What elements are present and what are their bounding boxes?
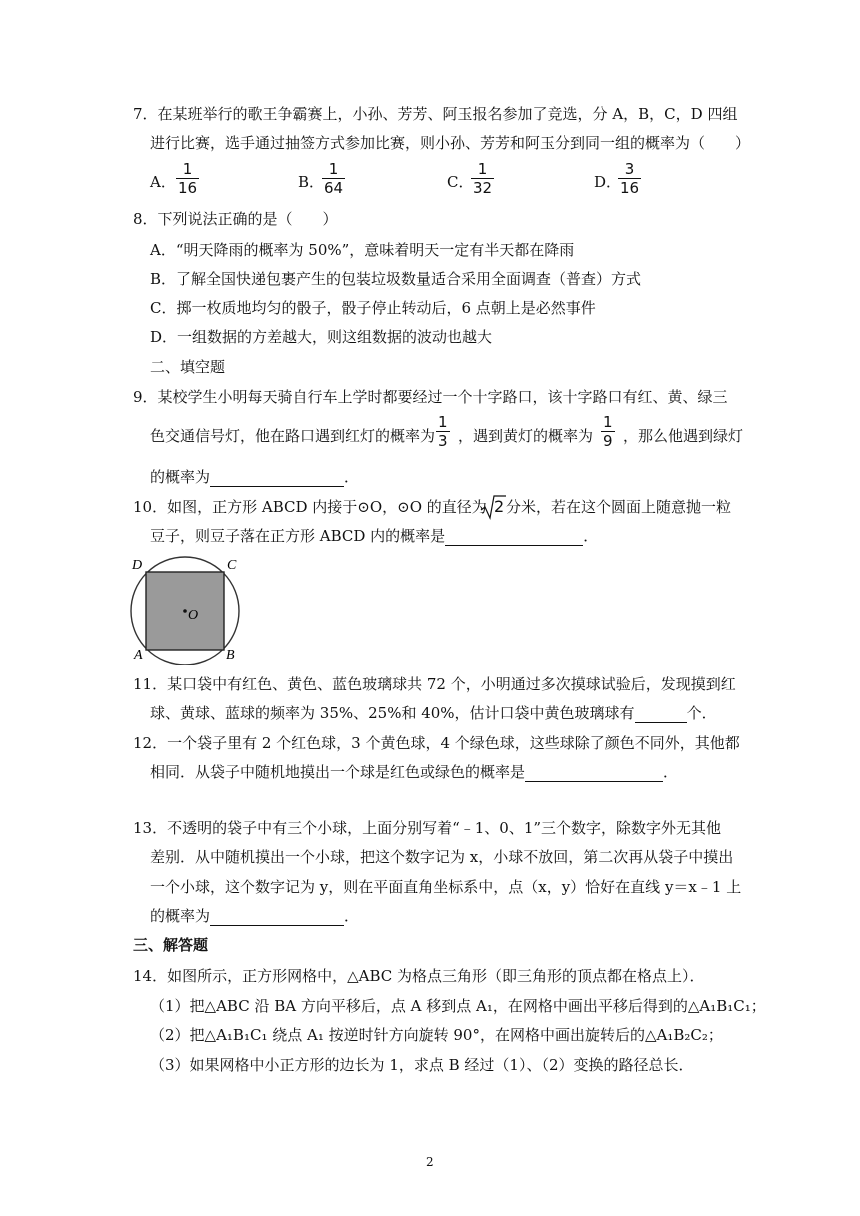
q10-line1-part1: 10．如图，正方形 ABCD 内接于⊙O，⊙O 的直径为 xyxy=(133,498,487,516)
q7-option-b-num: 1 xyxy=(328,160,339,178)
q10-line2 xyxy=(150,526,598,546)
q14-part-3: （3）如果网格中小正方形的边长为 1，求点 B 经过（1）、（2）变换的路径总长． xyxy=(150,1056,694,1074)
q9-line2-part3: ，那么他遇到绿灯 xyxy=(623,427,744,445)
q13-line3: 一个小球，这个数字记为 y，则在平面直角坐标系中，点（x，y）恰好在直线 y＝x﹣1 上 xyxy=(150,878,742,896)
q13-line4-text: 的概率为 xyxy=(150,907,211,925)
q14-part-2: （2）把△A₁B₁C₁ 绕点 A₁ 按逆时针方向旋转 90°，在网格中画出旋转后的△A₁B₂C₂； xyxy=(150,1026,723,1044)
q13-line1: 13．不透明的袋子中有三个小球，上面分别写着“﹣1、0、1”三个数字，除数字外无其他 xyxy=(133,819,722,837)
q7-option-c-label: C． xyxy=(447,173,474,191)
q11-line2 xyxy=(150,703,717,723)
q7-option-b-den: 64 xyxy=(324,179,344,197)
section-3-heading: 三、解答题 xyxy=(133,936,209,954)
q7-option-b-label: B． xyxy=(298,173,325,191)
q9-line2-part2: ，遇到黄灯的概率为 xyxy=(458,427,594,445)
q10-sqrt-radicand: 2 xyxy=(494,497,505,516)
q7-option-b-fraction xyxy=(322,161,345,196)
q8-option-c: C．掷一枚质地均匀的骰子，骰子停止转动后，6 点朝上是必然事件 xyxy=(150,299,596,317)
q10-line2-text: 豆子，则豆子落在正方形 ABCD 内的概率是 xyxy=(150,527,446,545)
page-number: 2 xyxy=(426,1155,434,1169)
section-2-heading: 二、填空题 xyxy=(150,358,226,376)
q9-line2-part1: 色交通信号灯，他在路口遇到红灯的概率为 xyxy=(150,427,436,445)
q9-yellow-den: 9 xyxy=(603,432,613,450)
q9-red-fraction xyxy=(436,414,450,449)
q9-line1: 9．某校学生小明每天骑自行车上学时都要经过一个十字路口，该十字路口有红、黄、绿三 xyxy=(133,388,728,406)
q11-line2-end: 个． xyxy=(686,704,717,722)
q7-option-a-label: A． xyxy=(150,173,176,191)
q7-option-d-num: 3 xyxy=(624,160,635,178)
q10-answer-blank[interactable] xyxy=(445,531,583,546)
q9-line3 xyxy=(150,467,359,487)
q14-stem: 14．如图所示，正方形网格中，△ABC 为格点三角形（即三角形的顶点都在格点上）． xyxy=(133,967,705,985)
q9-red-num: 1 xyxy=(438,413,448,431)
q7-option-a-den: 16 xyxy=(178,179,198,197)
q7-option-d-fraction xyxy=(618,161,641,196)
q8-option-b: B．了解全国快递包裹产生的包装垃圾数量适合采用全面调查（普查）方式 xyxy=(150,270,642,288)
q12-line2 xyxy=(150,762,678,782)
q11-line1: 11．某口袋中有红色、黄色、蓝色玻璃球共 72 个，小明通过多次摸球试验后，发现摸到红 xyxy=(133,675,736,693)
q12-line2-text: 相同．从袋子中随机地摸出一个球是红色或绿色的概率是 xyxy=(150,763,526,781)
q9-line3-text: 的概率为 xyxy=(150,468,211,486)
q9-red-den: 3 xyxy=(438,432,448,450)
q11-answer-blank[interactable] xyxy=(635,708,687,723)
q7-option-d-den: 16 xyxy=(620,179,640,197)
q10-line1-part2: 分米，若在这个圆面上随意抛一粒 xyxy=(506,498,732,516)
q7-line1: 7．在某班举行的歌王争霸赛上，小孙、芳芳、阿玉报名参加了竞选，分 A，B，C，D 四组 xyxy=(133,105,738,123)
q10-figure xyxy=(124,555,248,665)
q7-option-d-label: D． xyxy=(594,173,622,191)
q9-line3-end: ． xyxy=(344,468,360,486)
q10-line2-end: ． xyxy=(583,527,599,545)
q14-part-1: （1）把△ABC 沿 BA 方向平移后，点 A 移到点 A₁，在网格中画出平移后得到的△A₁B₁C₁； xyxy=(150,997,766,1015)
q13-line4 xyxy=(150,906,359,926)
q8-option-a: A．“明天降雨的概率为 50%”，意味着明天一定有半天都在降雨 xyxy=(150,241,575,259)
q10-label-c: C xyxy=(227,558,237,573)
q7-line2: 进行比赛，选手通过抽签方式参加比赛，则小孙、芳芳和阿玉分到同一组的概率为（ ） xyxy=(150,134,751,152)
q11-line2-text: 球、黄球、蓝球的频率为 35%、25%和 40%，估计口袋中黄色玻璃球有 xyxy=(150,704,635,722)
q10-label-d: D xyxy=(132,558,143,573)
q10-sqrt xyxy=(480,493,506,525)
q13-answer-blank[interactable] xyxy=(210,911,344,926)
q12-line2-end: ． xyxy=(663,763,679,781)
q9-yellow-num: 1 xyxy=(603,413,613,431)
q10-center-dot xyxy=(183,609,187,613)
q7-option-a-fraction xyxy=(176,161,199,196)
q8-stem: 8．下列说法正确的是（ ） xyxy=(133,210,338,228)
q9-yellow-fraction xyxy=(601,414,615,449)
q7-option-a-num: 1 xyxy=(182,160,193,178)
q9-answer-blank[interactable] xyxy=(210,472,344,487)
q8-option-d: D．一组数据的方差越大，则这组数据的波动也越大 xyxy=(150,328,493,346)
q7-option-c-fraction xyxy=(471,161,494,196)
q7-option-c-den: 32 xyxy=(473,179,493,197)
q13-line2: 差别．从中随机摸出一个小球，把这个数字记为 x，小球不放回，第二次再从袋子中摸出 xyxy=(150,848,734,866)
q12-line1: 12．一个袋子里有 2 个红色球，3 个黄色球，4 个绿色球，这些球除了颜色不同外，其他都 xyxy=(133,734,740,752)
q13-line4-end: ． xyxy=(344,907,360,925)
q10-label-o: O xyxy=(188,608,199,623)
q12-answer-blank[interactable] xyxy=(525,767,663,782)
q10-label-a: A xyxy=(134,648,143,663)
q7-option-c-num: 1 xyxy=(477,160,488,178)
q10-label-b: B xyxy=(226,648,235,663)
